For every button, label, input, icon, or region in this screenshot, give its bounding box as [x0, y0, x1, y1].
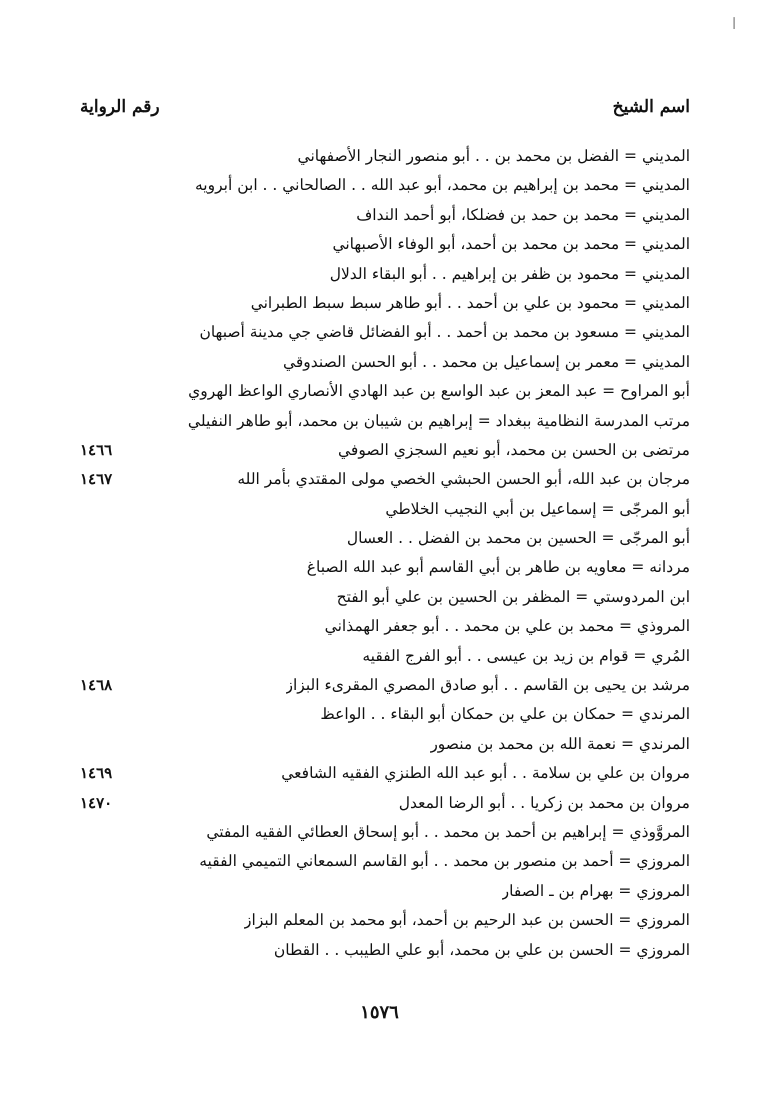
list-item	[80, 201, 690, 230]
entry-name: المديني = محمد بن إبراهيم بن محمد، أبو عبد الله . . الصالحاني . . ابن أبرويه	[195, 176, 690, 195]
list-item	[80, 818, 690, 847]
entry-name: المديني = محمد بن محمد بن أحمد، أبو الوفاء الأصبهاني	[332, 235, 690, 254]
entry-number: ١٤٦٦	[80, 440, 113, 459]
list-item	[80, 436, 690, 465]
list-item	[80, 348, 690, 377]
list-item	[80, 700, 690, 729]
entries-list	[80, 142, 690, 965]
list-item	[80, 671, 690, 700]
list-item	[80, 936, 690, 965]
list-item	[80, 465, 690, 494]
list-item	[80, 230, 690, 259]
column-header-narration-number: رقم الرواية	[80, 97, 160, 117]
list-item	[80, 289, 690, 318]
entry-name: مرتضى بن الحسن بن محمد، أبو نعيم السجزي الصوفي	[337, 440, 690, 459]
entry-name: المديني = محمد بن حمد بن فضلكا، أبو أحمد النداف	[356, 205, 690, 224]
entry-name: المروذي = محمد بن علي بن محمد . . أبو جعفر الهمذاني	[324, 617, 690, 636]
entry-name: المديني = معمر بن إسماعيل بن محمد . . أبو الحسن الصندوقي	[282, 352, 690, 371]
page-number: ١٥٧٦	[360, 1002, 399, 1023]
entry-name: ابن المردوستي = المظفر بن الحسين بن علي أبو الفتح	[336, 587, 690, 606]
table-header	[80, 92, 690, 122]
entry-name: المُري = قوام بن زيد بن عيسى . . أبو الفرج الفقيه	[362, 646, 690, 665]
entry-name: مردانه = معاويه بن طاهر بن أبي القاسم أبو عبد الله الصباغ	[306, 558, 690, 577]
entry-name: أبو المراوح = عبد المعز بن عبد الواسع بن عبد الهادي الأنصاري الواعظ الهروي	[188, 382, 690, 401]
list-item	[80, 142, 690, 171]
entry-name: المديني = محمود بن علي بن أحمد . . أبو طاهر سبط سبط الطبراني	[250, 293, 690, 312]
entry-number: ١٤٦٨	[80, 676, 113, 695]
entry-name: المديني = الفضل بن محمد بن . . أبو منصور النجار الأصفهاني	[297, 147, 690, 165]
list-item	[80, 612, 690, 641]
entry-number: ١٤٦٩	[80, 764, 113, 783]
entry-name: مرجان بن عبد الله، أبو الحسن الحبشي الخصي مولى المقتدي بأمر الله	[237, 470, 690, 489]
list-item	[80, 524, 690, 553]
page-corner-mark: ╷	[728, 5, 741, 29]
entry-name: مروان بن علي بن سلامة . . أبو عبد الله الطنزي الفقيه الشافعي	[281, 764, 690, 783]
entry-number: ١٤٦٧	[80, 470, 113, 489]
entry-name: المديني = محمود بن ظفر بن إبراهيم . . أبو البقاء الدلال	[329, 264, 690, 283]
entry-name: المروَّوذي = إبراهيم بن أحمد بن محمد . . أبو إسحاق العطائي الفقيه المفتي	[206, 822, 690, 841]
entry-name: المرندي = حمكان بن علي بن حمكان أبو البقاء . . الواعظ	[320, 705, 690, 724]
list-item	[80, 260, 690, 289]
list-item	[80, 553, 690, 582]
entry-name: المروزي = أحمد بن منصور بن محمد . . أبو القاسم السمعاني التميمي الفقيه	[199, 852, 690, 871]
list-item	[80, 318, 690, 347]
column-header-sheikh-name: اسم الشيخ	[612, 97, 690, 117]
list-item	[80, 407, 690, 436]
entry-number: ١٤٧٠	[80, 793, 113, 812]
list-item	[80, 377, 690, 406]
list-item	[80, 583, 690, 612]
entry-name: مروان بن محمد بن زكريا . . أبو الرضا المعدل	[398, 793, 690, 812]
list-item	[80, 642, 690, 671]
entry-name: المرندي = نعمة الله بن محمد بن منصور	[430, 734, 690, 753]
entry-name: المديني = مسعود بن محمد بن أحمد . . أبو الفضائل قاضي جي مدينة أصبهان	[199, 323, 690, 342]
list-item	[80, 730, 690, 759]
list-item	[80, 171, 690, 200]
entry-name: المروزي = الحسن بن عبد الرحيم بن أحمد، أبو محمد بن المعلم البزاز	[244, 911, 690, 930]
entry-name: أبو المرجّى = إسماعيل بن أبي النجيب الخلاطي	[385, 499, 690, 518]
list-item	[80, 495, 690, 524]
entry-name: مرتب المدرسة النظامية ببغداد = إبراهيم بن شيبان بن محمد، أبو طاهر النفيلي	[187, 411, 690, 430]
list-item	[80, 789, 690, 818]
list-item	[80, 906, 690, 935]
list-item	[80, 759, 690, 788]
entry-name: المروزي = الحسن بن علي بن محمد، أبو علي الطيبب . . القطان	[273, 940, 690, 959]
entry-name: أبو المرجّى = الحسين بن محمد بن الفضل . . العسال	[346, 529, 690, 548]
entry-name: مرشد بن يحيى بن القاسم . . أبو صادق المصري المقرىء البزاز	[285, 676, 690, 695]
entry-name: المروزي = بهرام بن ـ الصفار	[501, 881, 690, 900]
list-item	[80, 877, 690, 906]
list-item	[80, 847, 690, 876]
